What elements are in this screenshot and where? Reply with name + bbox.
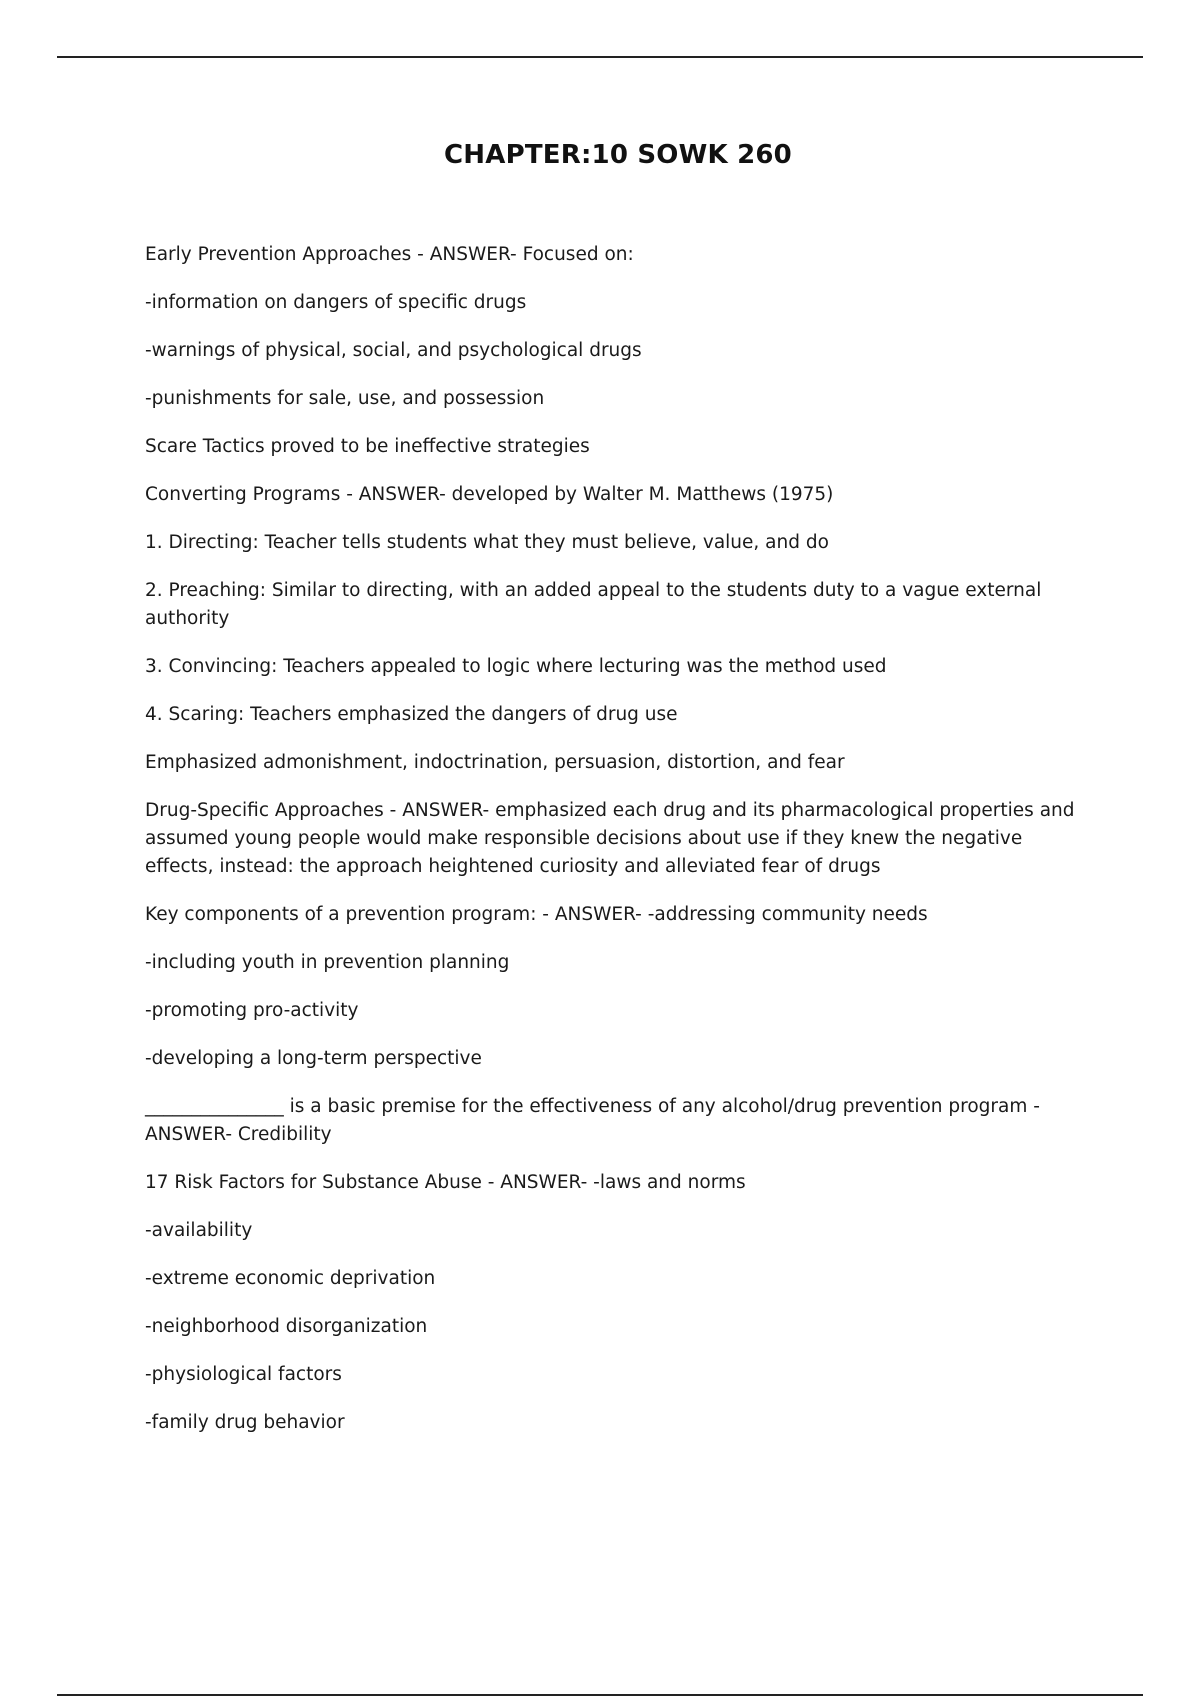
header-rule	[57, 56, 1143, 58]
paragraph: _______________ is a basic premise for the effectiveness of any alcohol/drug prevention program - ANSWER- Credibility	[145, 1096, 1040, 1145]
paragraph: 1. Directing: Teacher tells students what they must believe, value, and do	[145, 532, 829, 553]
paragraph: -neighborhood disorganization	[145, 1316, 428, 1337]
paragraph: Scare Tactics proved to be ineffective strategies	[145, 436, 590, 457]
paragraph: -availability	[145, 1220, 253, 1241]
document-body	[145, 241, 1075, 1457]
paragraph: Early Prevention Approaches - ANSWER- Focused on:	[145, 244, 634, 265]
paragraph: -including youth in prevention planning	[145, 952, 510, 973]
paragraph: -warnings of physical, social, and psychological drugs	[145, 340, 642, 361]
paragraph: -extreme economic deprivation	[145, 1268, 436, 1289]
paragraph: 3. Convincing: Teachers appealed to logic where lecturing was the method used	[145, 656, 887, 677]
paragraph: 17 Risk Factors for Substance Abuse - ANSWER- -laws and norms	[145, 1172, 746, 1193]
paragraph: Emphasized admonishment, indoctrination, persuasion, distortion, and fear	[145, 752, 845, 773]
paragraph: -promoting pro-activity	[145, 1000, 359, 1021]
paragraph: -punishments for sale, use, and possession	[145, 388, 545, 409]
paragraph: -developing a long-term perspective	[145, 1048, 482, 1069]
paragraph: 4. Scaring: Teachers emphasized the dangers of drug use	[145, 704, 678, 725]
paragraph: -physiological factors	[145, 1364, 342, 1385]
paragraph: 2. Preaching: Similar to directing, with an added appeal to the students duty to a vague external authority	[145, 580, 1042, 629]
paragraph: -family drug behavior	[145, 1412, 345, 1433]
paragraph: Converting Programs - ANSWER- developed by Walter M. Matthews (1975)	[145, 484, 834, 505]
paragraph: -information on dangers of specific drugs	[145, 292, 527, 313]
footer-rule	[57, 1694, 1143, 1696]
paragraph: Key components of a prevention program: - ANSWER- -addressing community needs	[145, 904, 928, 925]
paragraph: Drug-Specific Approaches - ANSWER- emphasized each drug and its pharmacological properties and assumed young people would make responsible decisions about use if they knew the negative effects, instead: the approach heightened curiosity and alleviated fear of drugs	[145, 800, 1075, 877]
document-title: CHAPTER:10 SOWK 260	[444, 140, 792, 170]
